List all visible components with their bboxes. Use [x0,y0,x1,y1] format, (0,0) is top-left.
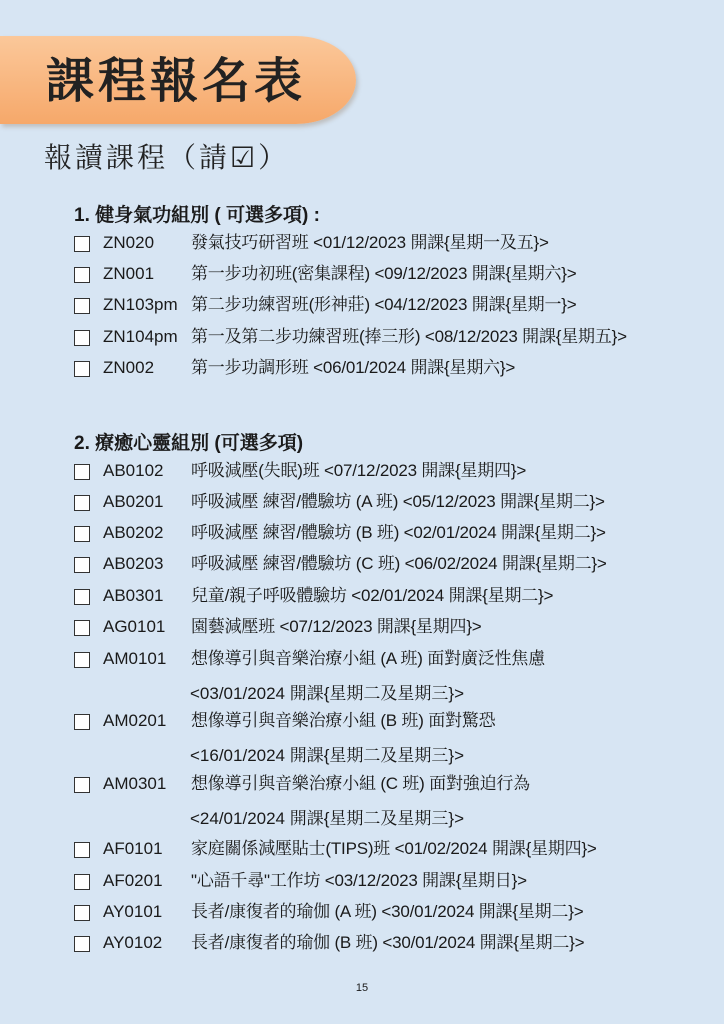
course-desc: 園藝減壓班 <07/12/2023 開課{星期四}> [191,617,482,636]
course-code: AB0203 [103,554,164,573]
course-row [74,585,716,607]
course-desc: 呼吸減壓 練習/體驗坊 (A 班) <05/12/2023 開課{星期二}> [191,492,605,511]
checkbox[interactable] [74,905,90,921]
course-code: AF0201 [103,871,163,890]
course-desc: 第二步功練習班(形神莊) <04/12/2023 開課{星期一}> [191,295,577,314]
course-desc: 第一步功初班(密集課程) <09/12/2023 開課{星期六}> [191,264,577,283]
checkbox[interactable] [74,714,90,730]
course-row [74,491,716,513]
course-row [74,870,716,892]
checkbox[interactable] [74,526,90,542]
course-row [74,522,716,544]
course-row [74,616,716,638]
course-code: AY0102 [103,933,163,952]
course-code: ZN020 [103,233,155,252]
course-code: ZN103pm [103,295,178,314]
course-row [74,326,716,348]
checkbox[interactable] [74,557,90,573]
course-code: AF0101 [103,839,163,858]
course-row [74,294,716,316]
course-code: ZN002 [103,358,155,377]
checkbox[interactable] [74,236,90,252]
checkbox[interactable] [74,874,90,890]
course-desc: 長者/康復者的瑜伽 (B 班) <30/01/2024 開課{星期二}> [191,933,585,952]
section-heading-healing: 2. 療癒心靈組別 (可選多項) [74,433,304,454]
checkbox[interactable] [74,267,90,283]
course-code: AB0201 [103,492,164,511]
course-desc: 發氣技巧研習班 <01/12/2023 開課{星期一及五}> [191,233,549,252]
course-desc: 長者/康復者的瑜伽 (A 班) <30/01/2024 開課{星期二}> [191,902,584,921]
checkbox[interactable] [74,652,90,668]
checkbox[interactable] [74,936,90,952]
checkbox[interactable] [74,464,90,480]
course-row [74,648,716,670]
course-desc: 呼吸減壓 練習/體驗坊 (B 班) <02/01/2024 開課{星期二}> [191,523,606,542]
course-desc: 兒童/親子呼吸體驗坊 <02/01/2024 開課{星期二}> [191,586,554,605]
course-date: <16/01/2024 開課{星期二及星期三}> [190,746,465,765]
section-heading-qigong: 1. 健身氣功組別 ( 可選多項) : [74,205,320,226]
course-row [74,553,716,575]
course-row [74,263,716,285]
course-desc: 想像導引與音樂治療小組 (B 班) 面對驚恐 [191,711,496,730]
checkbox[interactable] [74,495,90,511]
course-row [74,773,716,795]
course-desc: 想像導引與音樂治療小組 (C 班) 面對強迫行為 [191,774,530,793]
checkbox[interactable] [74,842,90,858]
course-desc: 第一步功調形班 <06/01/2024 開課{星期六}> [191,358,516,377]
course-code: AM0101 [103,649,167,668]
checkbox[interactable] [74,298,90,314]
checkbox[interactable] [74,589,90,605]
course-code: AG0101 [103,617,166,636]
course-row [74,710,716,732]
course-row [74,901,716,923]
course-date: <24/01/2024 開課{星期二及星期三}> [190,809,465,828]
checkbox[interactable] [74,620,90,636]
course-code: AB0202 [103,523,164,542]
course-date: <03/01/2024 開課{星期二及星期三}> [190,684,465,703]
course-desc: 想像導引與音樂治療小組 (A 班) 面對廣泛性焦慮 [191,649,545,668]
course-code: ZN104pm [103,327,178,346]
course-code: AY0101 [103,902,163,921]
course-desc: 家庭關係減壓貼士(TIPS)班 <01/02/2024 開課{星期四}> [191,839,597,858]
course-desc: 第一及第二步功練習班(捧三形) <08/12/2023 開課{星期五}> [191,327,627,346]
course-code: AM0201 [103,711,167,730]
course-desc: "心語千尋"工作坊 <03/12/2023 開課{星期日}> [191,871,527,890]
course-row [74,357,716,379]
course-row [74,460,716,482]
page-title: 課程報名表 [46,53,307,109]
checkbox[interactable] [74,361,90,377]
course-desc: 呼吸減壓 練習/體驗坊 (C 班) <06/02/2024 開課{星期二}> [191,554,607,573]
course-row [74,232,716,254]
course-row [74,838,716,860]
course-desc: 呼吸減壓(失眠)班 <07/12/2023 開課{星期四}> [191,461,527,480]
course-code: AM0301 [103,774,167,793]
subtitle: 報讀課程（請☑） [44,141,290,174]
checkbox[interactable] [74,777,90,793]
checkbox[interactable] [74,330,90,346]
course-code: AB0102 [103,461,164,480]
course-row [74,932,716,954]
course-code: AB0301 [103,586,164,605]
page-number: 15 [355,982,369,994]
course-code: ZN001 [103,264,155,283]
